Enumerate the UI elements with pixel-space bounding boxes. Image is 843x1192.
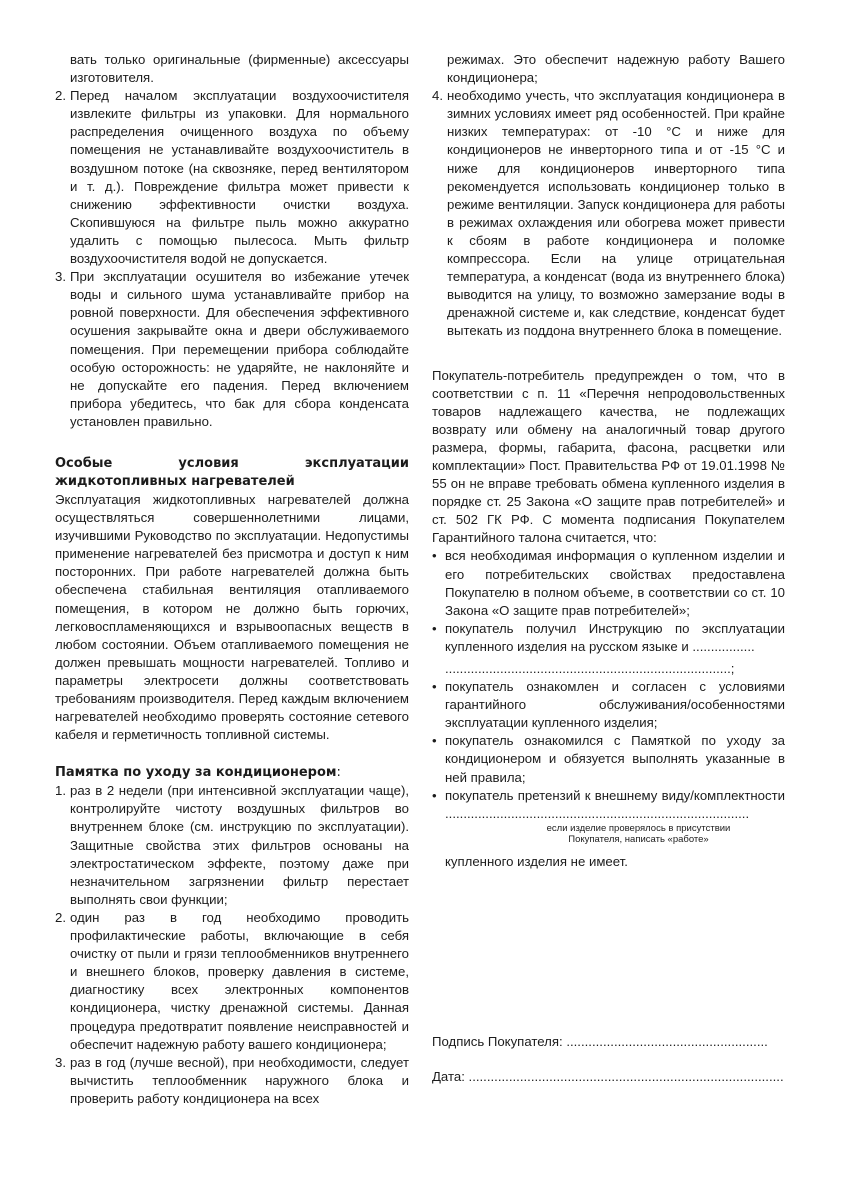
list-item (432, 87, 785, 340)
consumer-paragraph: Покупатель-потребитель предупрежден о том, что в соответствии с п. 11 «Перечня непродовольственных товаров надлежащего качества, не подлежащих возврату или обмену на аналогичный товар другого размера, формы, габарита, фасона, расцветки или комплектации» Пост. Правительства РФ от 19.01.1998 № 55 он не вправе требовать обмена купленного изделия в порядке ст. 25 Закона «О защите прав потребителей» и ст. 502 ГК РФ. С момента подписания Покупателем Гарантийного талона считается, что: (432, 367, 785, 546)
ac-care-heading (55, 764, 409, 782)
item-number: 3. (55, 269, 66, 285)
item-text: один раз в год необходимо проводить профилактические работы, включающие в себя очистку от пыли и грязи теплообменников внутреннего и внешнего блоков, проверку давления в системе, диагностику всех электронных компонентов кондиционера, чистку дренажной системы. Данная процедура предотвратит появление неисправностей и обеспечит надежную работу вашего кондиционера; (70, 909, 409, 1052)
bullet-text: вся необходимая информация о купленном изделии и его потребительских свойствах предоставлена Покупателю в полном объеме, в соответствии со ст. 10 Закона «О защите прав потребителей»; (445, 548, 785, 618)
bullet-text: покупатель ознакомлен и согласен с условиями гарантийного обслуживания/особенностями эксплуатации купленного изделия; (445, 679, 785, 731)
list-item (55, 909, 409, 1054)
item-text: Перед началом эксплуатации воздухоочистителя извлеките фильтры из упаковки. Для нормального распределения очищенного воздуха по объему помещения не устанавливайте воздухоочиститель в воздушном потоке (на сквозняке, перед вентилятором и т. д.). Повреждение фильтра может привести к снижению эффективности очистки воздуха. Скопившуюся на фильтре пыль можно аккуратно удалить с помощью пылесоса. Мыть фильтр воздухоочистителя водой не допускается. (70, 88, 409, 267)
bullet-icon: • (432, 787, 437, 803)
item-number: 2. (55, 909, 66, 925)
bullet-item (432, 620, 785, 656)
bullet-item (432, 678, 785, 732)
item-continuation: режимах. Это обеспечит надежную работу Вашего кондиционера; (447, 52, 785, 86)
list-item (55, 782, 409, 909)
footnote-line: если изделие проверялось в присутствии (546, 822, 731, 834)
left-column (55, 51, 409, 1108)
bullet-icon: • (432, 620, 437, 636)
list-item (55, 87, 409, 268)
item-text: При эксплуатации осушителя во избежание утечек воды и сильного шума устанавливайте прибор на ровной поверхности. Для обеспечения эффективного осушения закрывайте окна и двери обслуживаемого помещения. При перемещении прибора соблюдайте особую осторожность: не ударяйте, не наклоняйте и не допускайте его падения. Перед включением прибора убедитесь, что бак для сбора конденсата установлен правильно. (70, 269, 409, 429)
right-column (432, 51, 785, 871)
bullet-icon: • (432, 733, 437, 749)
item-number: 2. (55, 88, 66, 104)
date-line: Дата: ...................................................................................... (432, 1069, 784, 1084)
list-item (55, 268, 409, 431)
dotted-line: ..............................................................................; (445, 661, 735, 676)
bullet-icon: • (432, 548, 437, 564)
footnote-line: Покупателя, написать «работе» (568, 833, 709, 845)
bullet-item (432, 787, 785, 823)
bullet-item (432, 732, 785, 786)
heading-colon: : (336, 765, 341, 781)
bullet-icon: • (432, 679, 437, 695)
item-number: 3. (55, 1054, 66, 1070)
bullet-text: покупатель ознакомился с Памяткой по уходу за кондиционером и обязуется выполнять указанные в ней правила; (445, 733, 785, 785)
item-text: раз в 2 недели (при интенсивной эксплуатации чаще), контролируйте чистоту воздушных фильтров во внутреннем блоке (см. инструкцию по эксплуатации). Защитные свойства этих фильтров основаны на электростатическом эффекте, поэтому даже при незначительном загрязнении фильтр перестает выполнять свои функции; (70, 783, 409, 907)
ac-care-heading-text: Памятка по уходу за кондиционером (55, 765, 337, 781)
item-number: 4. (432, 88, 443, 104)
heaters-heading: Особые условия эксплуатации жидкотопливных нагревателей (55, 455, 409, 489)
signature-line: Подпись Покупателя: ....................................................... (432, 1034, 768, 1049)
list-item (55, 1054, 409, 1108)
item-text: раз в год (лучше весной), при необходимости, следует вычистить теплообменник наружного блока и проверить работу кондиционера на всех (70, 1054, 409, 1106)
closing-line: купленного изделия не имеет. (445, 853, 628, 869)
bullet-text: покупатель получил Инструкцию по эксплуатации купленного изделия на русском языке и ................. (445, 620, 785, 654)
item-number: 1. (55, 783, 66, 799)
item-text: необходимо учесть, что эксплуатация кондиционера в зимних условиях имеет ряд особенностей. При крайне низких температурах: от -10 °С и ниже для кондиционеров не инверторного типа и от -15 °С и ниже для кондиционеров инверторного типа рекомендуется использовать кондиционер только в режиме вентиляции. Запуск кондиционера для работы в режимах охлаждения или обогрева может привести к сбоям в работе кондиционера и поломке компрессора. Если на улице отрицательная температура, а конденсат (вода из внутреннего блока) выводится на улицу, то возможно замерзание воды в дренажной системе и, как следствие, конденсат будет вытекать из поддона внутреннего блока в помещение. (447, 88, 785, 339)
bullet-text: покупатель претензий к внешнему виду/комплектности ................................................................................... (445, 787, 785, 821)
bullet-item (432, 547, 785, 619)
intro-continuation: вать только оригинальные (фирменные) аксессуары изготовителя. (70, 52, 409, 86)
heaters-paragraph: Эксплуатация жидкотопливных нагревателей должна осуществляться совершеннолетними лицами, изучившими Руководство по эксплуатации. Недопустимы применение нагревателей без присмотра и доступ к ним посторонних. При работе нагревателей должна быть обеспечена стабильная вентиляция отапливаемого помещения, в котором не должно быть горючих, легковоспламеняющихся и взрывоопасных веществ в любом состоянии. Объем отапливаемого помещения не должен превышать мощности нагревателей. Топливо и параметры электросети должны соответствовать требованиям производителя. Перед каждым включением нагревателей необходимо проверять состояние сетевого кабеля и герметичность топливной системы. (55, 491, 409, 743)
